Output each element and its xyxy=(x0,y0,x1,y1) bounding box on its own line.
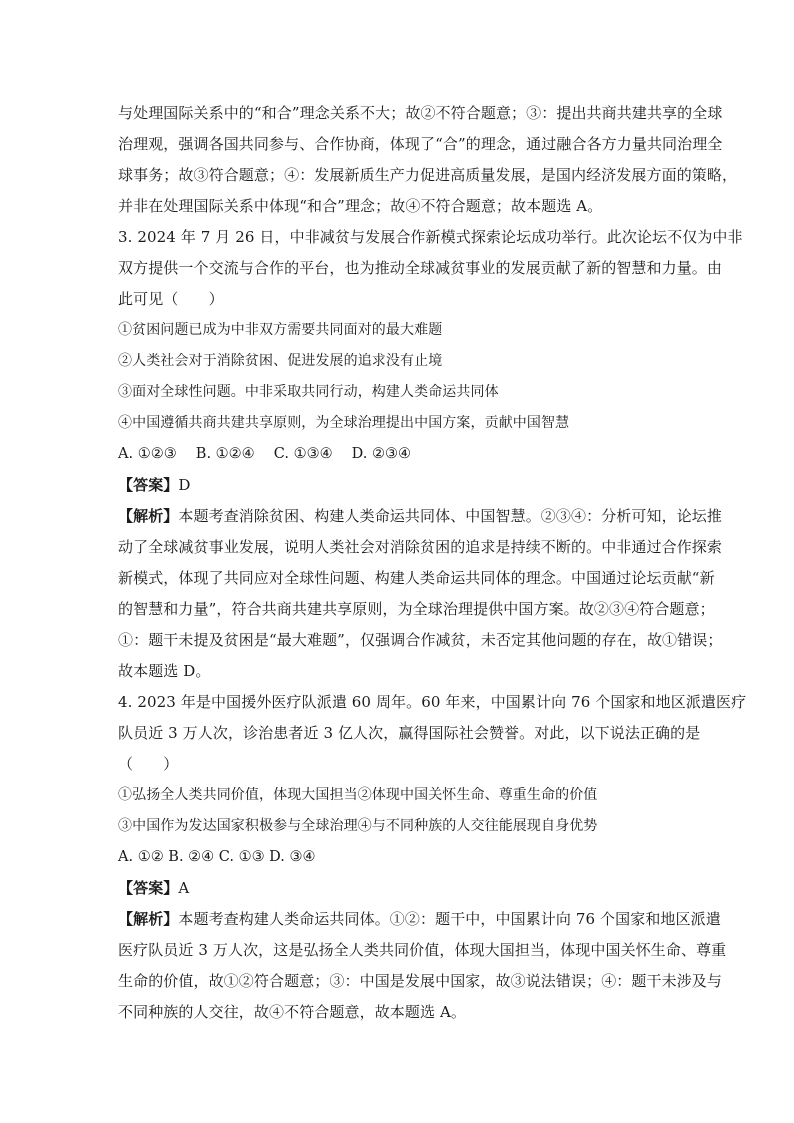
answer-label: 【答案】 xyxy=(118,476,179,494)
question-stem-line: 队员近 3 万人次，诊治患者近 3 亿人次，赢得国际社会赞誉。对此，以下说法正确的是 xyxy=(118,724,701,742)
analysis-line: 动了全球减贫事业发展，说明人类社会对消除贫困的追求是持续不断的。中非通过合作探索 xyxy=(118,538,723,556)
analysis-label: 【解析】 xyxy=(118,910,179,928)
question-stem-line: 双方提供一个交流与合作的平台，也为推动全球减贫事业的发展贡献了新的智慧和力量。由 xyxy=(118,259,723,277)
question-3 xyxy=(118,222,743,687)
text-line: 与处理国际关系中的“和合”理念关系不大；故②不符合题意；③：提出共商共建共享的全球 xyxy=(118,104,723,122)
question-stem-line: 4. 2023 年是中国援外医疗队派遣 60 周年。60 年来，中国累计向 76 个国家和地区派遣医疗 xyxy=(118,693,747,711)
question-stem-line: 3. 2024 年 7 月 26 日，中非减贫与发展合作新模式探索论坛成功举行。此次论坛不仅为中非 xyxy=(118,228,743,246)
analysis-line: 不同种族的人交往，故④不符合题意，故本题选 A。 xyxy=(118,1003,467,1021)
question-stem-line: 此可见（ ） xyxy=(118,290,224,308)
analysis-text: 本题考查构建人类命运共同体。①②：题干中，中国累计向 76 个国家和地区派遣 xyxy=(178,910,721,928)
answer-options: A. ①②③ B. ①②④ C. ①③④ D. ②③④ xyxy=(118,446,412,462)
analysis-line xyxy=(118,904,721,935)
question-4 xyxy=(118,687,747,1028)
answer-line xyxy=(118,873,678,904)
analysis-line: 生命的价值，故①②符合题意；③：中国是发展中国家，故③说法错误；④：题干未涉及与 xyxy=(118,972,723,990)
analysis-line xyxy=(118,501,723,532)
answer-value: D xyxy=(178,476,191,494)
answer-options: A. ①② B. ②④ C. ①③ D. ③④ xyxy=(118,849,316,865)
question-item: ④中国遵循共商共建共享原则，为全球治理提出中国方案，贡献中国智慧 xyxy=(118,415,570,431)
answer-value: A xyxy=(178,879,190,897)
answer-label: 【答案】 xyxy=(118,879,179,897)
text-line: 治理观，强调各国共同参与、合作协商，体现了“合”的理念，通过融合各方力量共同治理全 xyxy=(118,135,723,153)
previous-analysis-continuation xyxy=(118,98,738,222)
question-item: ③中国作为发达国家积极参与全球治理④与不同种族的人交往能展现自身优势 xyxy=(118,818,598,834)
question-item: ②人类社会对于消除贫困、促进发展的追求没有止境 xyxy=(118,353,443,369)
analysis-label: 【解析】 xyxy=(118,507,179,525)
analysis-line: ①：题干未提及贫困是“最大难题”，仅强调合作减贫，未否定其他问题的存在，故①错误； xyxy=(118,631,723,649)
document-page xyxy=(118,98,747,1028)
question-stem-line: （ ） xyxy=(118,755,179,773)
analysis-line: 故本题选 D。 xyxy=(118,662,211,680)
answer-line xyxy=(118,470,678,501)
text-line: 球事务；故③符合题意；④：发展新质生产力促进高质量发展，是国内经济发展方面的策略， xyxy=(118,166,738,184)
text-line: 并非在处理国际关系中体现“和合”理念；故④不符合题意；故本题选 A。 xyxy=(118,197,603,215)
analysis-text: 本题考查消除贫困、构建人类命运共同体、中国智慧。②③④：分析可知，论坛推 xyxy=(178,507,723,525)
question-item: ①弘扬全人类共同价值，体现大国担当②体现中国关怀生命、尊重生命的价值 xyxy=(118,787,598,803)
analysis-line: 新模式，体现了共同应对全球性问题、构建人类命运共同体的理念。中国通过论坛贡献“新 xyxy=(118,569,715,587)
question-item: ①贫困问题已成为中非双方需要共同面对的最大难题 xyxy=(118,322,443,338)
analysis-line: 医疗队员近 3 万人次，这是弘扬全人类共同价值，体现大国担当，体现中国关怀生命、尊重 xyxy=(118,941,727,959)
question-item: ③面对全球性问题。中非采取共同行动，构建人类命运共同体 xyxy=(118,384,499,400)
analysis-line: 的智慧和力量”，符合共商共建共享原则，为全球治理提供中国方案。故②③④符合题意； xyxy=(118,600,715,618)
